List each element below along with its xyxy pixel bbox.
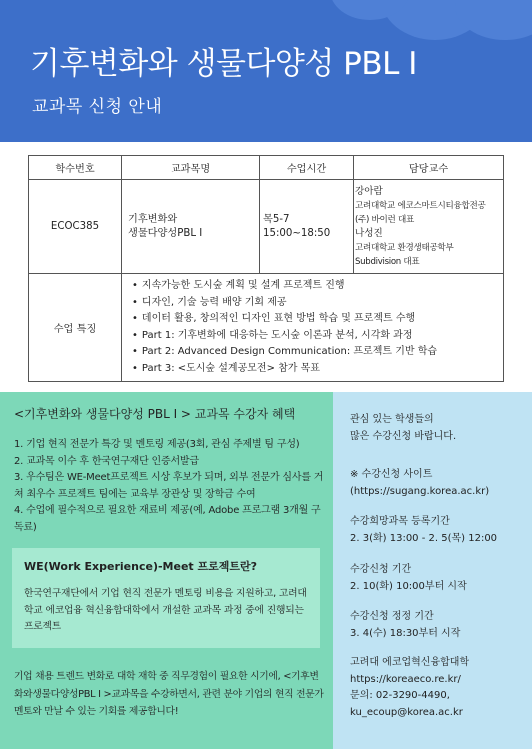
site-label: ※ 수강신청 사이트	[350, 469, 433, 480]
course-name-line: 생물다양성PBL I	[128, 227, 203, 239]
list-item: 3. 우수팀은 WE-Meet프로젝트 시상 후보가 되며, 외부 전문가 심사를 거쳐 최우수 프로젝트 팀에는 교육부 장관상 및 장학금 수여	[14, 472, 324, 500]
site-url-link[interactable]: (https://sugang.korea.ac.kr)	[350, 485, 490, 497]
benefits-list	[14, 437, 326, 536]
features-row	[29, 274, 504, 382]
we-meet-title: WE(Work Experience)-Meet 프로젝트란?	[24, 560, 258, 573]
course-name-line: 기후변화와	[128, 213, 178, 225]
course-table	[28, 155, 504, 382]
list-item: • 지속가능한 도시숲 계획 및 설계 프로젝트 진행	[132, 278, 499, 295]
features-cell	[122, 274, 504, 382]
table-row	[29, 180, 504, 274]
header-name: 교과목명	[122, 156, 260, 180]
benefits-title: <기후변화와 생물다양성 PBL I > 교과목 수강자 혜택	[14, 407, 296, 421]
contact-phone: 문의: 02-3290-4490,	[350, 690, 450, 701]
fix-label: 수강신청 정정 기간	[350, 611, 434, 622]
list-item: • Part 1: 기후변화에 대응하는 도시숲 이론과 분석, 시각화 과정	[132, 328, 499, 345]
contact-email-link[interactable]: ku_ecoup@korea.ac.kr	[350, 706, 463, 718]
course-time-line: 목5-7	[263, 213, 290, 225]
list-item: 4. 수업에 필수적으로 필요한 재료비 제공(예, Adobe 프로그램 3개월 구독료)	[14, 505, 321, 533]
table-header-row	[29, 156, 504, 180]
reg-value: 2. 10(화) 10:00부터 시작	[350, 580, 467, 592]
course-time-line: 15:00~18:50	[263, 227, 331, 239]
list-item: 2. 교과목 이수 후 한국연구재단 인증서발급	[14, 455, 199, 467]
sidebar-fix-period	[350, 609, 528, 642]
list-item: 1. 기업 현직 전문가 특강 및 멘토링 제공(3회, 관심 주제별 팀 구성)	[14, 439, 300, 450]
professor-affiliation: Subdivision 대표	[355, 256, 420, 267]
sidebar-contact	[350, 655, 528, 721]
course-code: ECOC385	[29, 180, 122, 274]
org-url-link[interactable]: https://koreaeco.re.kr/	[350, 673, 461, 685]
intro-line: 많은 수강신청 바랍니다.	[350, 430, 457, 442]
header-code: 학수번호	[29, 156, 122, 180]
professor-name: 나성진	[355, 227, 383, 239]
list-item: • 데이터 활용, 창의적인 디자인 표현 방법 학습 및 프로젝트 수행	[132, 311, 499, 328]
we-meet-body: 한국연구재단에서 기업 현직 전문가 멘토링 비용을 지원하고, 고려대학교 에코업융 혁신융합대학에서 개설한 교과목 과정 중에 진행되는 프로젝트	[24, 588, 307, 632]
list-item: • 디자인, 기술 능력 배양 기회 제공	[132, 295, 499, 312]
course-name	[122, 180, 260, 274]
professor-name: 강아람	[355, 185, 383, 197]
features-label: 수업 특징	[29, 274, 122, 382]
professor-affiliation: 고려대학교 환경생태공학부	[355, 242, 454, 253]
fix-value: 3. 4(수) 18:30부터 시작	[350, 627, 461, 639]
sidebar-site	[350, 467, 528, 500]
page-title: 기후변화와 생물다양성 PBL I	[30, 46, 417, 82]
sidebar-wish-period	[350, 514, 528, 547]
wish-value: 2. 3(화) 13:00 - 2. 5(목) 12:00	[350, 532, 498, 544]
list-item: • Part 2: Advanced Design Communication: 프로젝트 기반 학습	[132, 344, 499, 361]
page-subtitle: 교과목 신청 안내	[32, 97, 163, 117]
header-time: 수업시간	[260, 156, 354, 180]
wish-label: 수강희망과목 등록기간	[350, 516, 450, 527]
benefits-outro: 기업 채용 트렌드 변화로 대학 재학 중 직무경험이 필요한 시기에, <기후변화와생물다양성PBL I >교과목을 수강하면서, 관련 분야 기업의 현직 전문가 멘토와 만날 수 있는 기회를 제공합니다!	[14, 671, 324, 717]
org-name: 고려대 에코업혁신융합대학	[350, 657, 470, 668]
list-item: • Part 3: <도시숲 설계공모전> 참가 목표	[132, 361, 499, 378]
we-meet-box	[12, 548, 320, 648]
professor-affiliation: (주) 바이런 대표	[355, 214, 414, 225]
header-prof: 담당교수	[354, 156, 504, 180]
header-banner	[0, 0, 532, 142]
course-time	[260, 180, 354, 274]
sidebar-reg-period	[350, 562, 528, 595]
sidebar-intro	[350, 412, 528, 445]
professor-affiliation: 고려대학교 에코스마트시티융합전공	[355, 200, 486, 211]
course-professors	[354, 180, 504, 274]
reg-label: 수강신청 기간	[350, 564, 412, 575]
features-list	[122, 274, 503, 381]
intro-line: 관심 있는 학생들의	[350, 414, 434, 425]
cloud-decoration	[455, 0, 532, 40]
